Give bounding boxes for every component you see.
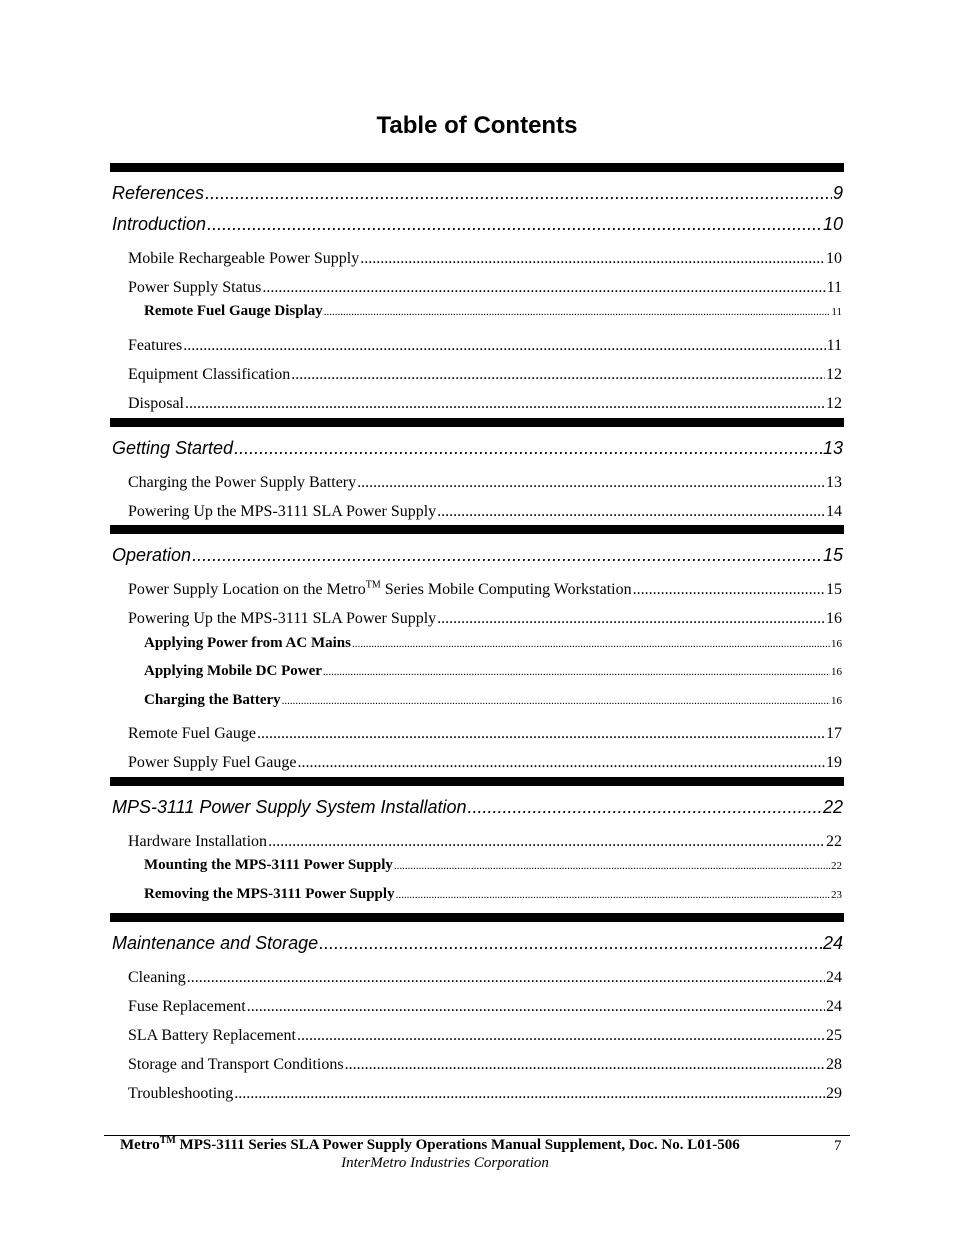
toc-entry-label: Cleaning — [128, 969, 186, 986]
trademark-mark: TM — [159, 1135, 176, 1146]
toc-page-number: 16 — [831, 695, 842, 707]
toc-page-number: 25 — [826, 1027, 842, 1044]
toc-entry[interactable] — [128, 1084, 842, 1104]
toc-entry-installation[interactable] — [112, 796, 843, 818]
toc-page-number: 24 — [826, 969, 842, 986]
footer-company: InterMetro Industries Corporation — [341, 1155, 549, 1171]
dot-leader — [192, 544, 822, 566]
dot-leader — [357, 473, 825, 493]
toc-page-number: 23 — [831, 889, 842, 901]
toc-page-number: 16 — [831, 638, 842, 650]
toc-subentry[interactable] — [144, 662, 842, 681]
toc-entry-label: Fuse Replacement — [128, 998, 246, 1015]
toc-page-number: 12 — [826, 366, 842, 383]
toc-page-number: 16 — [826, 610, 842, 627]
toc-entry-label: References — [112, 183, 205, 203]
toc-page-number: 29 — [826, 1085, 842, 1102]
toc-page-number: 12 — [826, 395, 842, 412]
toc-entry-label: Applying Mobile DC Power — [144, 663, 322, 679]
dot-leader — [324, 303, 831, 321]
footer-page-number: 7 — [834, 1138, 842, 1154]
toc-entry[interactable] — [128, 609, 842, 629]
toc-entry-label: Power Supply Status — [128, 279, 262, 296]
dot-leader — [352, 635, 830, 653]
toc-entry-label: Power Supply Location on the Metro™ Series Mobile Computing Workstation — [128, 579, 632, 598]
toc-entry[interactable] — [128, 1026, 842, 1046]
dot-leader — [345, 1055, 825, 1075]
toc-entry-label: Maintenance and Storage — [112, 933, 319, 953]
dot-leader — [185, 394, 825, 414]
dot-leader — [437, 502, 825, 522]
toc-page-number: 10 — [822, 214, 843, 234]
toc-entry-label: Powering Up the MPS-3111 SLA Power Supply — [128, 610, 437, 627]
dot-leader — [262, 278, 825, 298]
toc-entry[interactable] — [128, 832, 842, 852]
toc-entry[interactable] — [128, 502, 842, 522]
toc-entry-label: Introduction — [112, 214, 207, 234]
toc-entry-label: MPS-3111 Power Supply System Installation — [112, 797, 467, 817]
toc-entry[interactable] — [128, 249, 842, 269]
toc-page-number: 15 — [826, 581, 842, 598]
toc-entry-label: Powering Up the MPS-3111 SLA Power Supply — [128, 503, 437, 520]
section-divider — [110, 913, 844, 922]
toc-entry-label: Power Supply Fuel Gauge — [128, 754, 297, 771]
dot-leader — [282, 692, 830, 710]
dot-leader — [396, 886, 830, 904]
toc-entry-label: Equipment Classification — [128, 366, 291, 383]
dot-leader — [437, 609, 825, 629]
dot-leader — [291, 365, 825, 385]
toc-entry-label: Remote Fuel Gauge — [128, 725, 256, 742]
toc-entry[interactable] — [128, 580, 842, 600]
toc-entry-label: Features — [128, 337, 183, 354]
toc-entry[interactable] — [128, 336, 842, 356]
toc-page-number: 16 — [831, 666, 842, 678]
dot-leader — [323, 663, 830, 681]
toc-entry-label: Troubleshooting — [128, 1085, 234, 1102]
toc-page-number: 15 — [822, 545, 843, 565]
dot-leader — [234, 437, 822, 459]
toc-entry-label: Storage and Transport Conditions — [128, 1056, 344, 1073]
dot-leader — [319, 932, 822, 954]
toc-subentry[interactable] — [144, 691, 842, 710]
dot-leader — [205, 182, 832, 204]
toc-subentry[interactable] — [144, 856, 842, 875]
toc-page-number: 13 — [822, 438, 843, 458]
dot-leader — [360, 249, 825, 269]
toc-entry-label: Disposal — [128, 395, 184, 412]
toc-entry[interactable] — [128, 1055, 842, 1075]
toc-entry[interactable] — [128, 997, 842, 1017]
toc-page-number: 24 — [822, 933, 843, 953]
dot-leader — [394, 857, 830, 875]
toc-page-number: 14 — [826, 503, 842, 520]
toc-page-number: 11 — [831, 306, 842, 318]
toc-entry-introduction[interactable] — [112, 213, 843, 235]
page-title: Table of Contents — [376, 112, 578, 139]
dot-leader — [633, 580, 825, 600]
toc-entry-label: Charging the Battery — [144, 692, 281, 708]
toc-page-number: 28 — [826, 1056, 842, 1073]
footer-document-title: Metro™ MPS-3111 Series SLA Power Supply Operations Manual Supplement, Doc. No. L01-506 — [120, 1135, 740, 1153]
section-divider — [110, 418, 844, 427]
toc-entry-label: Applying Power from AC Mains — [144, 635, 351, 651]
toc-entry-references[interactable] — [112, 182, 843, 204]
toc-entry[interactable] — [128, 968, 842, 988]
toc-page-number: 17 — [826, 725, 842, 742]
toc-subentry[interactable] — [144, 302, 842, 321]
dot-leader — [257, 724, 825, 744]
toc-entry[interactable] — [128, 365, 842, 385]
toc-page-number: 9 — [832, 183, 843, 203]
toc-entry-maintenance[interactable] — [112, 932, 843, 954]
toc-page-number: 11 — [826, 279, 842, 296]
toc-entry[interactable] — [128, 724, 842, 744]
toc-entry[interactable] — [128, 473, 842, 493]
toc-entry-label: Charging the Power Supply Battery — [128, 474, 357, 491]
toc-page-number: 22 — [831, 860, 842, 872]
dot-leader — [187, 968, 825, 988]
toc-entry[interactable] — [128, 753, 842, 773]
toc-entry-label: Remote Fuel Gauge Display — [144, 303, 323, 319]
toc-entry-getting-started[interactable] — [112, 437, 843, 459]
toc-page-number: 10 — [826, 250, 842, 267]
toc-entry-label: Operation — [112, 545, 192, 565]
dot-leader — [247, 997, 825, 1017]
toc-subentry[interactable] — [144, 634, 842, 653]
dot-leader — [297, 1026, 825, 1046]
toc-entry[interactable] — [128, 394, 842, 414]
section-divider — [110, 525, 844, 534]
dot-leader — [234, 1084, 825, 1104]
toc-page-number: 11 — [826, 337, 842, 354]
section-divider — [110, 777, 844, 786]
toc-page-number: 22 — [826, 833, 842, 850]
toc-entry-label: Mobile Rechargeable Power Supply — [128, 250, 360, 267]
toc-subentry[interactable] — [144, 885, 842, 904]
toc-entry-operation[interactable] — [112, 544, 843, 566]
dot-leader — [297, 753, 825, 773]
toc-entry-label: SLA Battery Replacement — [128, 1027, 296, 1044]
toc-entry[interactable] — [128, 278, 842, 298]
trademark-mark: TM — [365, 579, 381, 591]
toc-entry-label: Removing the MPS-3111 Power Supply — [144, 886, 395, 902]
dot-leader — [468, 796, 822, 818]
toc-page-number: 22 — [822, 797, 843, 817]
toc-page-number: 13 — [826, 474, 842, 491]
dot-leader — [207, 213, 822, 235]
toc-entry-label: Mounting the MPS-3111 Power Supply — [144, 857, 393, 873]
section-divider — [110, 163, 844, 172]
toc-page-number: 24 — [826, 998, 842, 1015]
dot-leader — [183, 336, 825, 356]
toc-entry-label: Hardware Installation — [128, 833, 268, 850]
toc-page-number: 19 — [826, 754, 842, 771]
dot-leader — [268, 832, 825, 852]
toc-entry-label: Getting Started — [112, 438, 234, 458]
